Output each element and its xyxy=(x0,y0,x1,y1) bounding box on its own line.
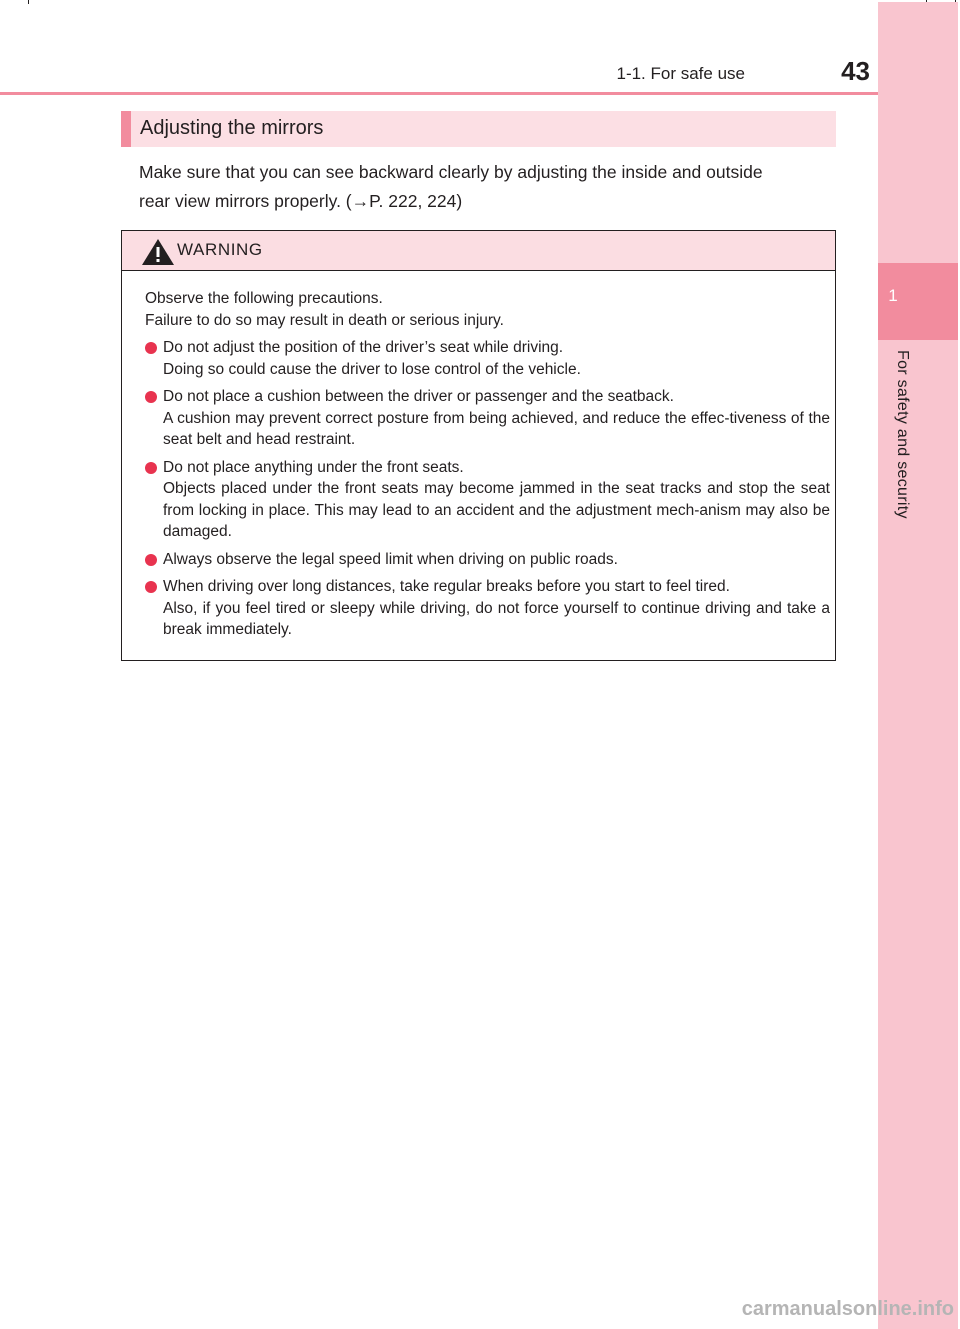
bullet-dot-icon xyxy=(145,342,157,354)
bullet-dot-icon xyxy=(145,391,157,403)
warning-item-text: Doing so could cause the driver to lose control of the vehicle. xyxy=(163,360,581,378)
section-heading-text: Adjusting the mirrors xyxy=(140,117,324,139)
warning-triangle-icon xyxy=(141,238,175,266)
warning-item-text: A cushion may prevent correct posture from being achieved, and reduce the effec-tiveness of the seat belt and head restraint. xyxy=(163,409,830,448)
chapter-title: For safety and security xyxy=(894,350,911,519)
bullet-dot-icon xyxy=(145,462,157,474)
warning-intro-line: Failure to do so may result in death or serious injury. xyxy=(145,311,504,329)
page-number: 43 xyxy=(841,56,870,86)
chapter-number: 1 xyxy=(888,286,898,305)
warning-item xyxy=(145,457,830,543)
section-heading xyxy=(121,111,836,147)
crop-mark xyxy=(28,0,29,4)
warning-intro xyxy=(145,288,830,331)
header-rule xyxy=(0,92,878,95)
header-section-title: 1-1. For safe use xyxy=(616,64,745,83)
warning-item-heading: Always observe the legal speed limit when driving on public roads. xyxy=(163,550,618,568)
warning-title: WARNING xyxy=(177,240,263,259)
intro-line: rear view mirrors properly. (→P. 222, 224) xyxy=(139,191,463,211)
warning-item xyxy=(145,576,830,641)
chapter-side-band xyxy=(878,2,958,1329)
warning-item xyxy=(145,337,830,380)
bullet-dot-icon xyxy=(145,554,157,566)
warning-item-text: Objects placed under the front seats may become jammed in the seat tracks and stop the seat from locking in place. This may lead to an accident and the adjustment mech-anism may also be damaged. xyxy=(163,480,830,540)
warning-item xyxy=(145,549,830,571)
warning-intro-line: Observe the following precautions. xyxy=(145,290,383,307)
warning-item-text: Also, if you feel tired or sleepy while driving, do not force yourself to continue driving and take a break immediately. xyxy=(163,599,830,638)
bullet-dot-icon xyxy=(145,581,157,593)
intro-line: Make sure that you can see backward clearly by adjusting the inside and outside xyxy=(139,162,763,182)
intro-paragraph xyxy=(139,158,839,216)
warning-item-heading: Do not place a cushion between the driver or passenger and the seatback. xyxy=(163,388,674,405)
warning-box xyxy=(121,230,836,661)
warning-body xyxy=(145,288,830,647)
warning-header xyxy=(122,231,835,271)
warning-item-heading: Do not adjust the position of the driver’s seat while driving. xyxy=(163,339,564,356)
watermark-link[interactable]: carmanualsonline.info xyxy=(741,1298,954,1320)
warning-item xyxy=(145,386,830,451)
warning-item-heading: When driving over long distances, take regular breaks before you start to feel tired. xyxy=(163,578,730,595)
warning-item-heading: Do not place anything under the front seats. xyxy=(163,458,464,476)
